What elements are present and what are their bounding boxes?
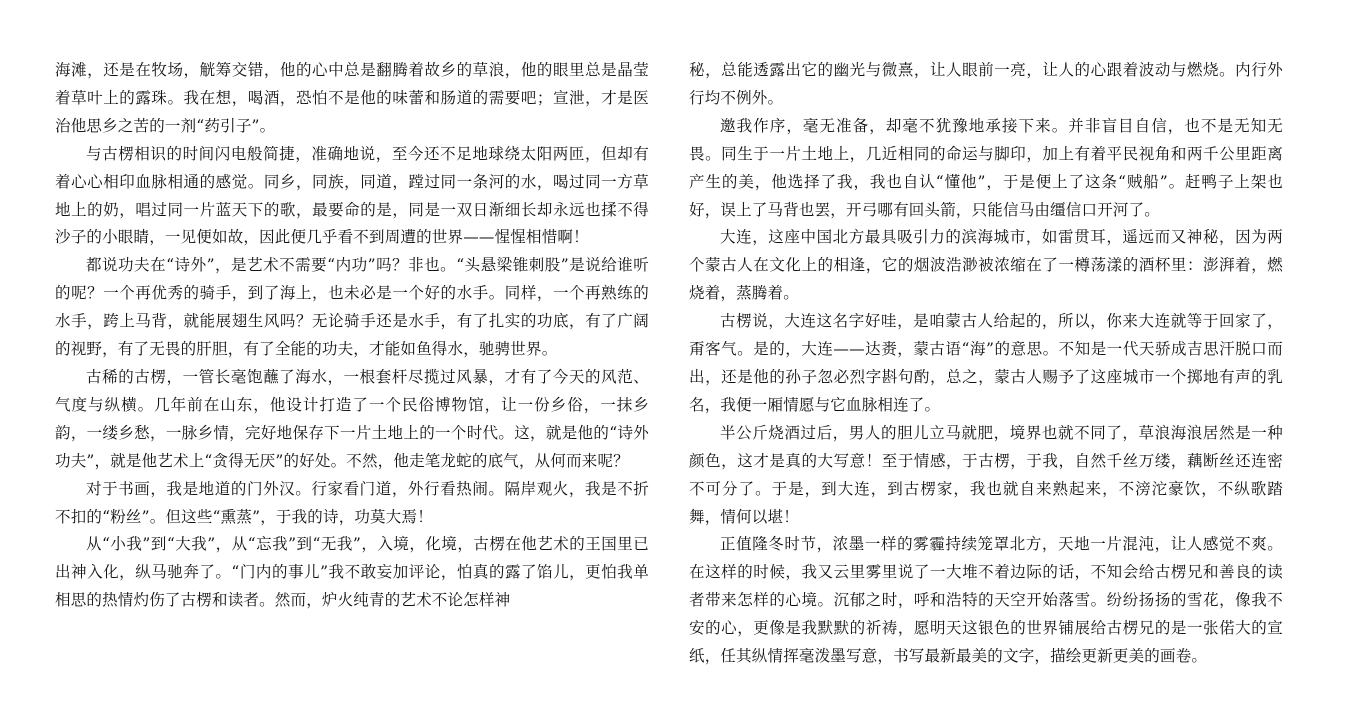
paragraph: 与古楞相识的时间闪电般简捷，准确地说，至今还不足地球绕太阳两匝，但却有着心心相印血脉相通的感觉。同乡，同族，同道，蹚过同一条河的水，喝过同一方草地上的奶，唱过同一片蓝天下的歌，最要命的是，同是一双日渐细长却永远也揉不得沙子的小眼睛，一见便如故，因此便几乎看不到周遭的世界——惺惺相惜啊！: [55, 144, 649, 247]
paragraph: 对于书画，我是地道的门外汉。行家看门道，外行看热闹。隔岸观火，我是不折不扣的“粉丝”。但这些“熏蒸”，于我的诗，功莫大焉！: [55, 479, 649, 526]
paragraph: 正值隆冬时节，浓墨一样的雾霾持续笼罩北方，天地一片混沌，让人感觉不爽。在这样的时候，我又云里雾里说了一大堆不着边际的话，不知会给古楞兄和善良的读者带来怎样的心境。沉郁之时，呼和浩特的天空开始落雪。纷纷扬扬的雪花，像我不安的心，更像是我默默的祈祷，愿明天这银色的世界铺展给古楞兄的是一张偌大的宣纸，任其纵情挥毫泼墨写意，书写最新最美的文字，描绘更新更美的画卷。: [689, 535, 1283, 666]
paragraph: 古楞说，大连这名字好哇，是咱蒙古人给起的，所以，你来大连就等于回家了，甭客气。是的，大连——达赉，蒙古语“海”的意思。不知是一代天骄成吉思汗脱口而出，还是他的孙子忽必烈字斟句酌，总之，蒙古人赐予了这座城市一个掷地有声的乳名，我便一厢情愿与它血脉相连了。: [689, 312, 1283, 414]
paragraph: 古稀的古楞，一管长毫饱蘸了海水，一根套杆尽揽过风暴，才有了今天的风范、气度与纵横。几年前在山东，他设计打造了一个民俗博物馆，让一份乡俗，一抹乡韵，一缕乡愁，一脉乡情，完好地保存下一片土地上的一个时代。这，就是他的“诗外功夫”，就是他艺术上“贪得无厌”的好处。不然，他走笔龙蛇的底气，从何而来呢？: [55, 367, 649, 470]
paragraph: 大连，这座中国北方最具吸引力的滨海城市，如雷贯耳，遥远而又神秘，因为两个蒙古人在文化上的相逢，它的烟波浩渺被浓缩在了一樽荡漾的酒杯里：澎湃着，燃烧着，蒸腾着。: [689, 228, 1283, 303]
paragraph-continued: 秘，总能透露出它的幽光与微熹，让人眼前一亮，让人的心跟着波动与燃烧。内行外行均不例外。: [689, 61, 1283, 107]
paragraph: 从“小我”到“大我”，从“忘我”到“无我”，入境，化境，古楞在他艺术的王国里已出神入化，纵马驰奔了。“门内的事儿”我不敢妄加评论，怕真的露了馅儿，更怕我单相思的热情灼伤了古楞和读者。然而，炉火纯青的艺术不论怎样神: [55, 535, 649, 610]
paragraph: 都说功夫在“诗外”，是艺术不需要“内功”吗？非也。“头悬梁锥刺股”是说给谁听的呢？一个再优秀的骑手，到了海上，也未必是一个好的水手。同样，一个再熟练的水手，跨上马背，就能展翅生风吗？无论骑手还是水手，有了扎实的功底，有了广阔的视野，有了无畏的肝胆，有了全能的功夫，才能如鱼得水，驰骋世界。: [55, 256, 649, 359]
document-page: [55, 57, 1295, 707]
paragraph: 半公斤烧酒过后，男人的胆儿立马就肥，境界也就不同了，草浪海浪居然是一种颜色，这才是真的大写意！至于情感，于古楞，于我，自然千丝万缕，藕断丝还连密不可分了。于是，到大连，到古楞家，我也就自来熟起来，不滂沱豪饮，不纵歌踏舞，情何以堪！: [689, 423, 1283, 526]
paragraph-continued: 海滩，还是在牧场，觥筹交错，他的心中总是翻腾着故乡的草浪，他的眼里总是晶莹着草叶上的露珠。我在想，喝酒，恐怕不是他的味蕾和肠道的需要吧；宣泄，才是医治他思乡之苦的一剂“药引子”。: [55, 61, 649, 135]
paragraph: 邀我作序，毫无准备，却毫不犹豫地承接下来。并非盲目自信，也不是无知无畏。同生于一片土地上，几近相同的命运与脚印，加上有着平民视角和两千公里距离产生的美，他选择了我，我也自认“懂他”，于是便上了这条“贼船”。赶鸭子上架也好，误上了马背也罢，开弓哪有回头箭，只能信马由缰信口开河了。: [689, 116, 1283, 219]
right-column: [689, 57, 1283, 671]
left-column: [55, 57, 649, 615]
